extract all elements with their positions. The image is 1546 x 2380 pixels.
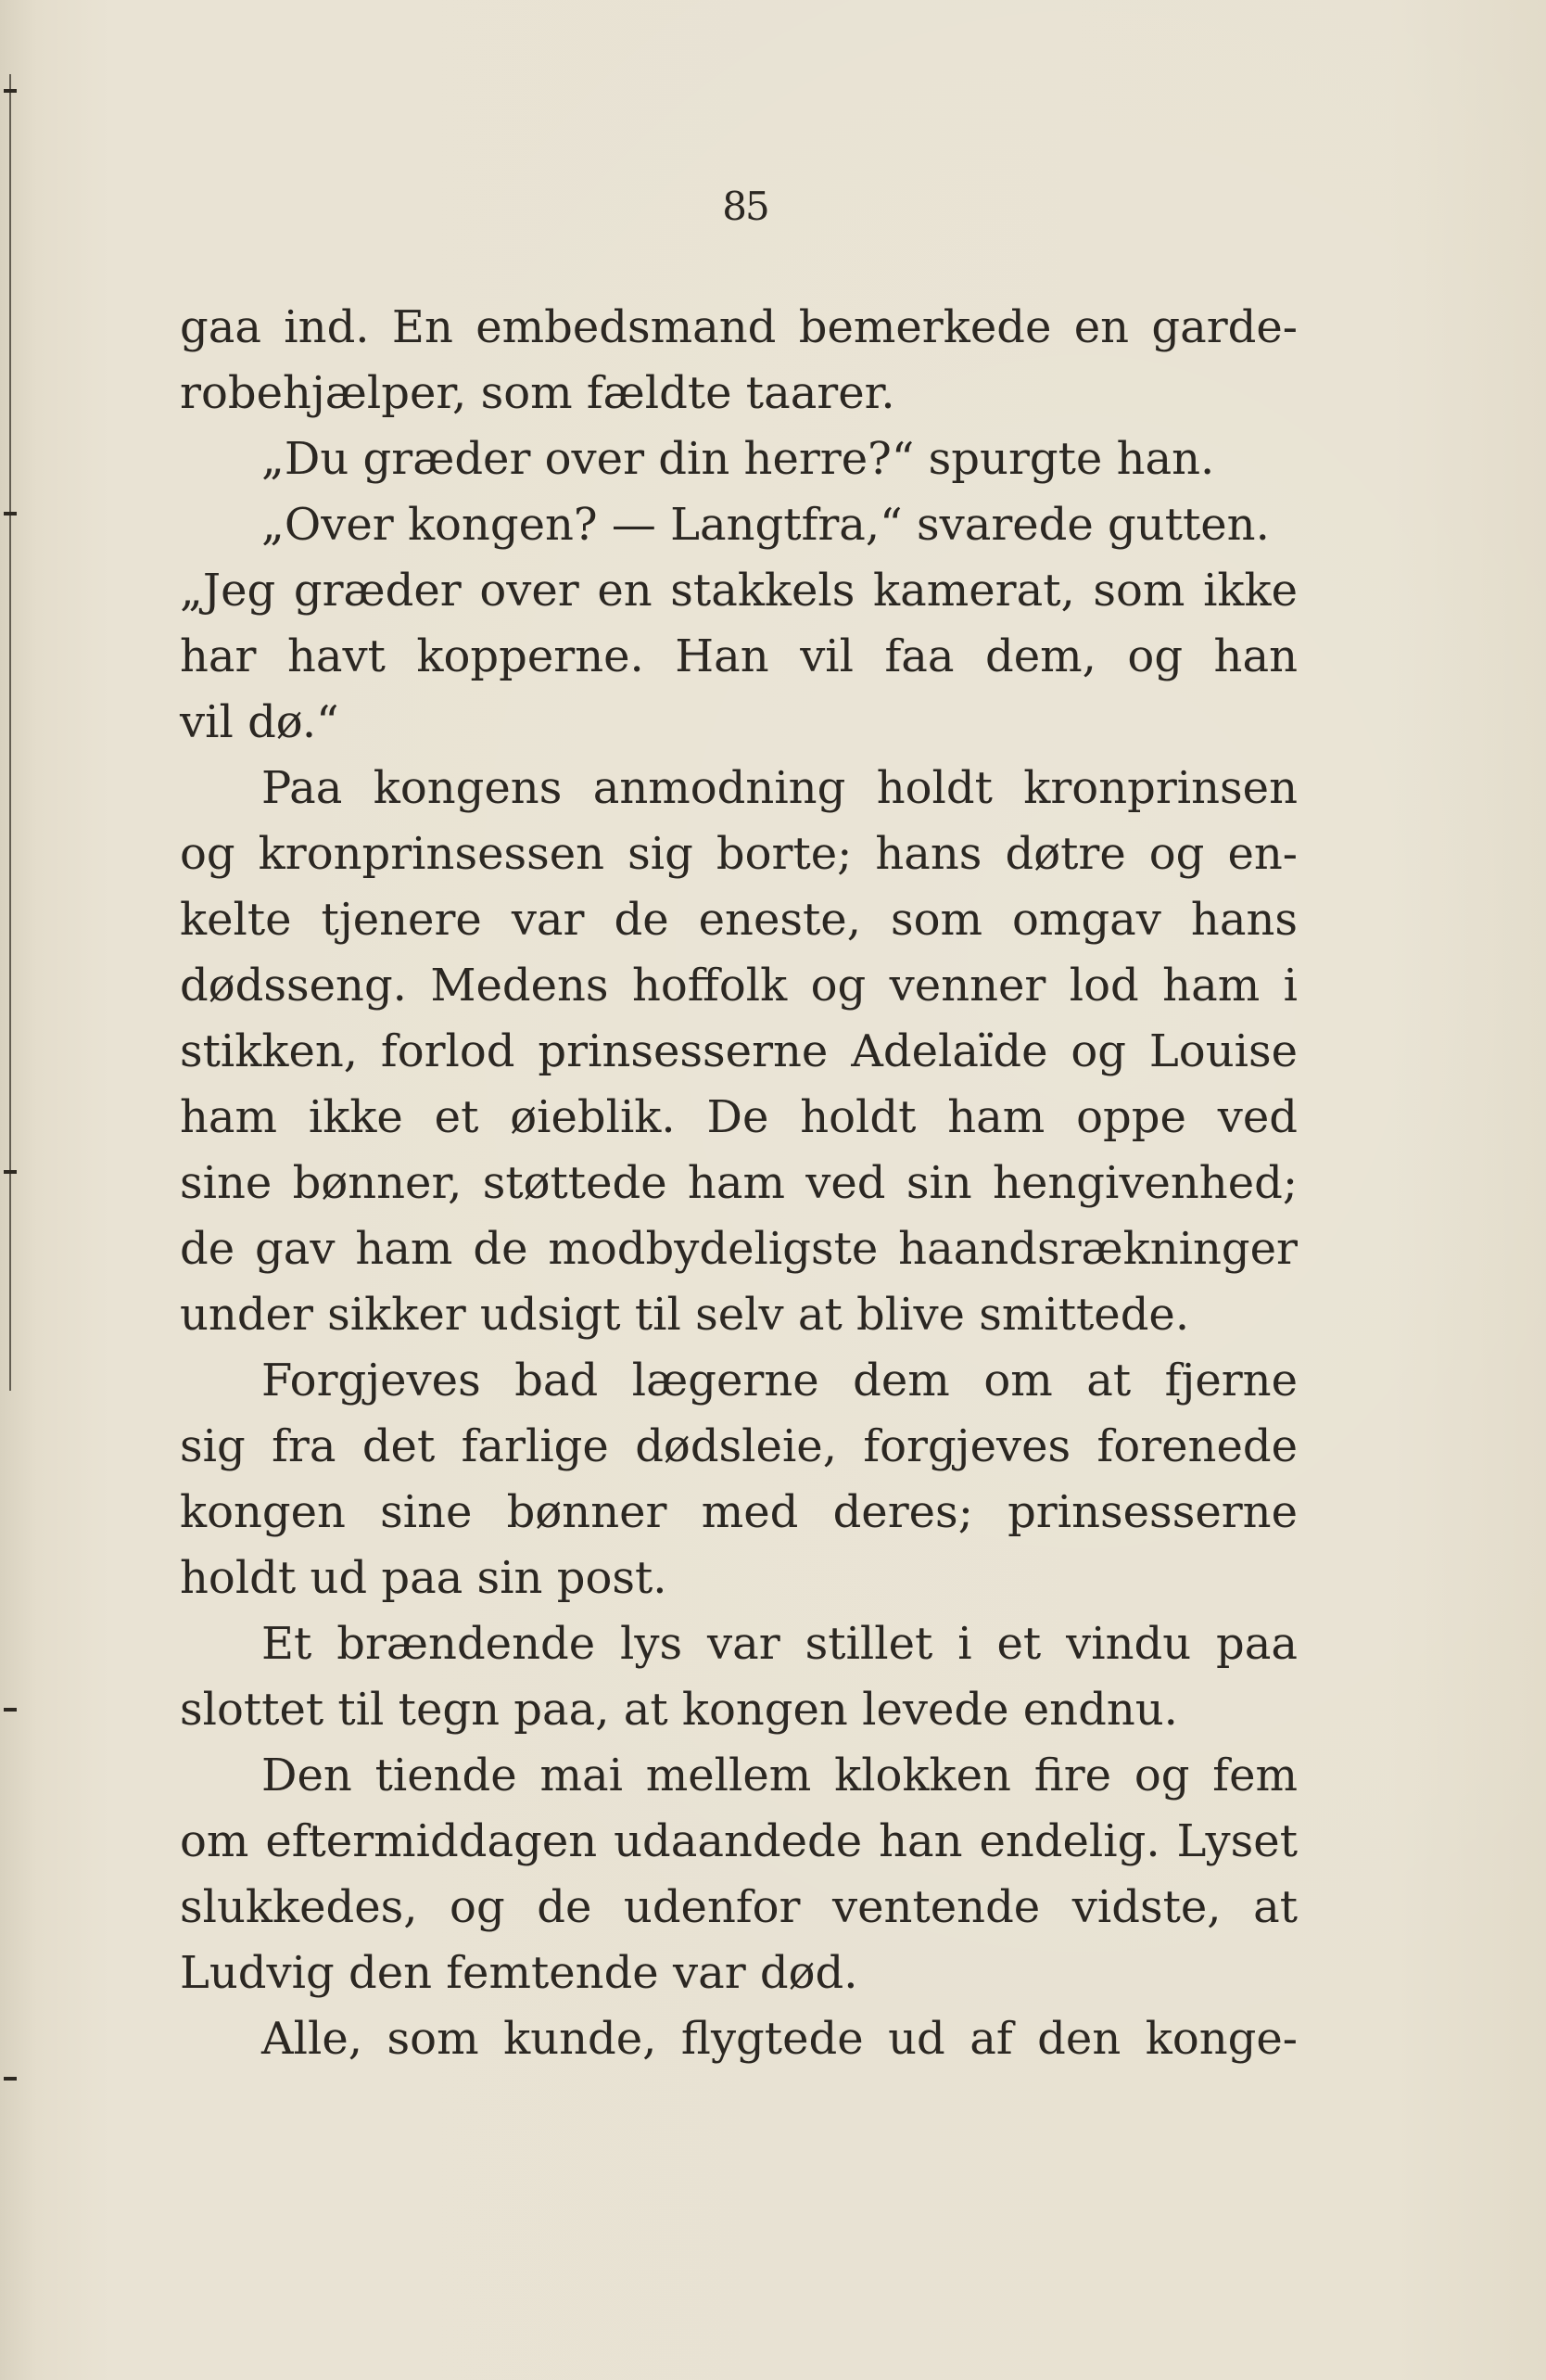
text-line: holdt ud paa sin post.	[180, 1552, 667, 1604]
text-line: Et brændende lys var stillet i et vindu paa	[261, 1618, 1298, 1670]
text-line: dødsseng. Medens hoffolk og venner lod ham i	[180, 960, 1298, 1012]
text-line: Alle, som kunde, flygtede ud af den konge-	[261, 2013, 1298, 2065]
page-number: 85	[722, 184, 768, 229]
text-line: Ludvig den femtende var død.	[180, 1947, 858, 1999]
binding-mark	[4, 1708, 17, 1712]
text-line: „Over kongen? — Langtfra,“ svarede gutten.	[261, 499, 1270, 551]
binding-edge	[9, 74, 11, 1391]
binding-mark	[4, 2077, 17, 2081]
text-line: Den tiende mai mellem klokken fire og fem	[261, 1750, 1298, 1801]
text-line: „Du græder over din herre?“ spurgte han.	[261, 433, 1215, 485]
text-line: slukkedes, og de udenfor ventende vidste, at	[180, 1881, 1298, 1933]
binding-mark	[4, 89, 17, 93]
text-line: og kronprinsessen sig borte; hans døtre og en-	[180, 828, 1298, 880]
text-line: vil dø.“	[180, 696, 339, 748]
text-line: robehjælper, som fældte taarer.	[180, 367, 895, 419]
text-line: har havt kopperne. Han vil faa dem, og han	[180, 630, 1298, 682]
text-line: under sikker udsigt til selv at blive smittede.	[180, 1289, 1190, 1341]
binding-mark	[4, 1170, 17, 1174]
text-line: Forgjeves bad lægerne dem om at fjerne	[261, 1355, 1298, 1406]
text-line: ham ikke et øieblik. De holdt ham oppe ved	[180, 1091, 1298, 1143]
text-line: kongen sine bønner med deres; prinsesserne	[180, 1486, 1298, 1538]
text-line: de gav ham de modbydeligste haandsrækninger	[180, 1223, 1298, 1275]
text-line: sine bønner, støttede ham ved sin hengivenhed;	[180, 1157, 1298, 1209]
text-line: kelte tjenere var de eneste, som omgav hans	[180, 894, 1298, 946]
text-line: Paa kongens anmodning holdt kronprinsen	[261, 762, 1298, 814]
text-line: stikken, forlod prinsesserne Adelaïde og Louise	[180, 1025, 1298, 1077]
text-line: om eftermiddagen udaandede han endelig. Lyset	[180, 1815, 1298, 1867]
text-line: sig fra det farlige dødsleie, forgjeves forenede	[180, 1420, 1298, 1472]
text-line: slottet til tegn paa, at kongen levede endnu.	[180, 1684, 1178, 1736]
text-line: „Jeg græder over en stakkels kamerat, som ikke	[180, 565, 1298, 617]
body-text	[180, 295, 1298, 2072]
text-line: gaa ind. En embedsmand bemerkede en garde-	[180, 301, 1298, 353]
binding-mark	[4, 512, 17, 515]
